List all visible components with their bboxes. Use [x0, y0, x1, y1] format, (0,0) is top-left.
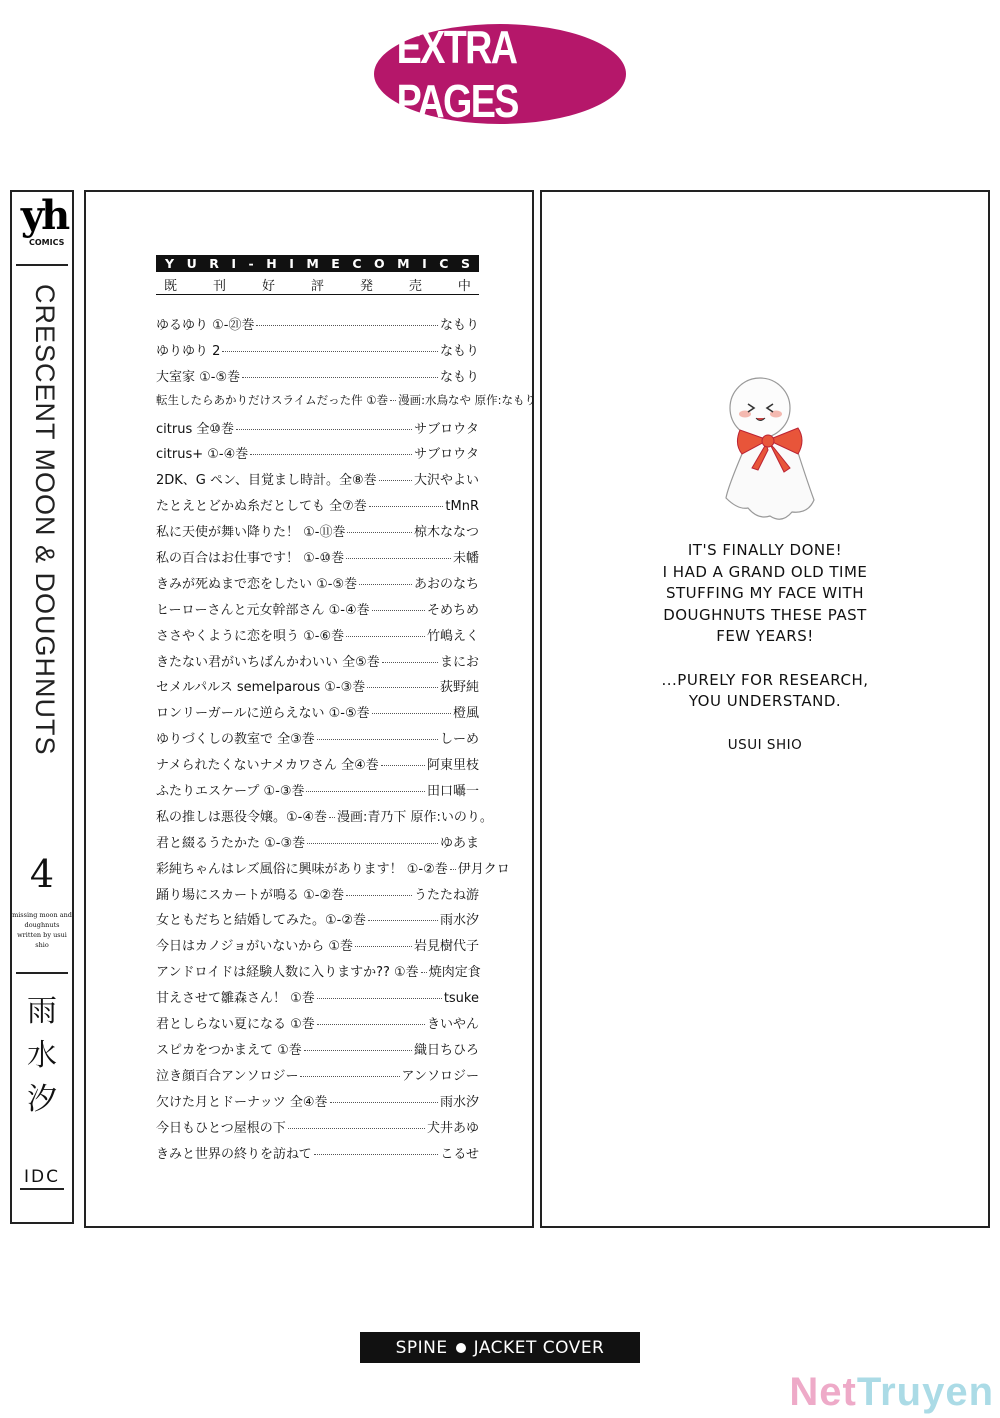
- book-list-item: [156, 547, 479, 573]
- book-list-item: [156, 469, 479, 495]
- yuri-hime-comics-header: [156, 255, 479, 272]
- spine-author-char: 汐: [27, 1082, 57, 1117]
- header-letter: C: [352, 256, 362, 271]
- book-title: 女ともだちと結婚してみた。①-②巻: [156, 913, 366, 929]
- book-author: 田口囁一: [426, 784, 479, 800]
- book-title: スピカをつかまえて ①巻: [156, 1042, 302, 1058]
- header-letter: -: [248, 256, 254, 271]
- header-letter: S: [460, 256, 470, 271]
- dot-leader: [250, 454, 412, 455]
- spine-author-char: 雨: [27, 994, 57, 1029]
- book-list-item: [156, 935, 479, 961]
- book-spine: [10, 190, 74, 1224]
- book-author: 伊月クロ: [457, 861, 510, 877]
- book-author: 荻野純: [439, 680, 479, 696]
- book-title: ゆるゆり ①-㉑巻: [156, 318, 255, 333]
- book-list-item: [156, 1117, 479, 1143]
- spine-jacket-cover-label: [360, 1332, 640, 1363]
- dot-leader: [390, 400, 396, 401]
- book-list-item: [156, 599, 479, 625]
- book-title: 2DK、G ペン、目覚まし時計。全⑧巻: [156, 473, 377, 489]
- message-line: FEW YEARS!: [716, 627, 814, 645]
- book-title: ゆりゆり 2: [156, 343, 221, 359]
- book-author: きいやん: [426, 1017, 479, 1033]
- dot-leader: [381, 765, 425, 766]
- book-title: きみが死ぬまで恋をしたい ①-⑤巻: [156, 576, 358, 592]
- dot-leader: [222, 351, 438, 352]
- book-title: 大室家 ①-⑤巻: [156, 369, 241, 385]
- bullet-icon: [456, 1343, 466, 1353]
- dot-leader: [306, 791, 425, 792]
- spine-title: CRESCENT MOON & DOUGHNUTS: [30, 284, 60, 756]
- dot-leader: [450, 869, 456, 870]
- message-paragraph-2: [600, 670, 930, 713]
- book-list-item: [156, 573, 479, 599]
- message-line: STUFFING MY FACE WITH: [666, 584, 864, 602]
- book-list-item: [156, 702, 479, 728]
- book-title: 泣き顔百合アンソロジー: [156, 1068, 299, 1084]
- book-author: 阿東里枝: [426, 758, 479, 774]
- spine-subtitle: [12, 910, 72, 950]
- dot-leader: [242, 377, 438, 378]
- dot-leader: [382, 662, 438, 663]
- book-author: 犬井あゆ: [426, 1120, 479, 1136]
- book-title: 今日はカノジョがいないから ①巻: [156, 939, 354, 955]
- book-author: なもり: [439, 369, 479, 385]
- book-title: ゆりづくしの教室で 全③巻: [156, 732, 315, 748]
- header-letter: H: [266, 256, 277, 271]
- dot-leader: [355, 946, 412, 947]
- spine-divider: [16, 972, 68, 974]
- message-paragraph-1: [600, 540, 930, 648]
- book-author: アンソロジー: [401, 1068, 479, 1084]
- dot-leader: [346, 636, 425, 637]
- book-list-item: [156, 521, 479, 547]
- dot-leader: [329, 817, 335, 818]
- book-list-item: [156, 392, 537, 418]
- book-title: 踊り場にスカートが鳴る ①-②巻: [156, 887, 345, 903]
- message-line: IT'S FINALLY DONE!: [687, 541, 843, 559]
- dot-leader: [372, 610, 425, 611]
- book-author: tsuke: [443, 991, 479, 1007]
- book-title: citrus 全⑩巻: [156, 421, 235, 437]
- book-title: 転生したらあかりだけスライムだった件 ①巻: [156, 392, 389, 407]
- book-author: あおのなち: [413, 576, 479, 592]
- subheader-char: 刊: [212, 279, 226, 294]
- book-list-item: [156, 884, 479, 910]
- spine-volume: 4: [29, 852, 55, 896]
- book-list: [156, 314, 537, 1168]
- watermark-part-1: Net: [789, 1370, 857, 1414]
- book-list-item: [156, 780, 479, 806]
- book-author: なもり: [439, 343, 479, 359]
- book-list-item: [156, 858, 510, 884]
- book-author: 椋木ななつ: [413, 525, 479, 541]
- dot-leader: [256, 325, 438, 326]
- header-letter: E: [331, 256, 340, 271]
- now-on-sale-header: [156, 275, 479, 295]
- watermark-part-2: Truyen: [856, 1370, 994, 1414]
- message-line: DOUGHNUTS THESE PAST: [663, 605, 867, 624]
- footer-label-left: SPINE: [395, 1337, 448, 1358]
- book-title: 私の百合はお仕事です！ ①-⑩巻: [156, 551, 345, 567]
- book-author: 焼肉定食: [428, 965, 481, 981]
- header-letter: Y: [165, 256, 175, 271]
- header-letter: I: [289, 256, 294, 271]
- dot-leader: [367, 687, 438, 688]
- dot-leader: [359, 584, 412, 585]
- book-title: 私の推しは悪役令嬢。①-④巻: [156, 809, 327, 825]
- dot-leader: [307, 843, 438, 844]
- logo-sub: COMICS: [29, 238, 65, 247]
- book-list-item: [156, 728, 479, 754]
- dot-leader: [372, 713, 451, 714]
- book-title: 君としらない夏になる ①巻: [156, 1017, 315, 1033]
- dot-leader: [421, 972, 427, 973]
- book-author: そめちめ: [426, 602, 479, 618]
- extra-pages-badge: [374, 21, 626, 127]
- subheader-char: 好: [261, 279, 275, 294]
- book-title: 彩純ちゃんはレズ風俗に興味があります！ ①-②巻: [156, 861, 448, 877]
- dot-leader: [317, 739, 438, 740]
- author-message: [600, 540, 930, 756]
- header-letter: R: [209, 256, 219, 271]
- dot-leader: [288, 1128, 425, 1129]
- book-author: なもり: [439, 318, 479, 333]
- book-title: たとえとどかぬ糸だとしても 全⑦巻: [156, 499, 367, 515]
- book-title: アンドロイドは経験人数に入りますか?? ①巻: [156, 965, 419, 981]
- author-signature: USUI SHIO: [727, 736, 803, 753]
- dot-leader: [300, 1076, 399, 1077]
- message-line: I HAD A GRAND OLD TIME: [662, 562, 868, 581]
- book-title: セメルパルス semelparous ①-③巻: [156, 680, 366, 696]
- book-title: ナメられたくないナメカワさん 全④巻: [156, 758, 379, 774]
- book-list-item: [156, 832, 479, 858]
- book-title: 君と綴るうたかた ①-③巻: [156, 835, 306, 851]
- book-author: こるせ: [440, 1146, 479, 1162]
- book-list-item: [156, 1013, 479, 1039]
- logo-text: yh: [20, 192, 68, 239]
- book-list-item: [156, 418, 479, 444]
- header-letter: C: [439, 256, 449, 271]
- header-letter: I: [422, 256, 427, 271]
- book-list-item: [156, 366, 479, 392]
- dot-leader: [236, 429, 412, 430]
- book-author: 竹嶋えく: [426, 628, 479, 644]
- yh-comics-logo: [15, 192, 73, 262]
- book-author: まにお: [439, 654, 479, 670]
- book-author: 岩見樹代子: [413, 939, 479, 955]
- dot-leader: [368, 920, 438, 921]
- book-author: 未幡: [452, 551, 479, 567]
- book-author: tMnR: [445, 499, 479, 515]
- spine-subtitle-line: missing moon and: [12, 911, 72, 919]
- book-list-item: [156, 1065, 479, 1091]
- book-author: サブロウタ: [414, 421, 479, 437]
- book-author: 雨水汐: [439, 1094, 479, 1110]
- book-title: citrus+ ①-④巻: [156, 447, 249, 463]
- book-list-item: [156, 1039, 479, 1065]
- spine-author: [12, 990, 72, 1122]
- spine-subtitle-line: doughnuts: [24, 921, 60, 929]
- book-title: ロンリーガールに逆らえない ①-⑤巻: [156, 706, 370, 722]
- book-list-item: [156, 495, 479, 521]
- book-list-item: [156, 676, 479, 702]
- book-list-item: [156, 909, 479, 935]
- subheader-char: 評: [310, 279, 324, 294]
- book-list-item: [156, 340, 479, 366]
- header-letter: O: [374, 256, 385, 271]
- book-list-item: [156, 314, 479, 340]
- dot-leader: [379, 480, 412, 481]
- spine-subtitle-line: written by usui shio: [17, 931, 67, 949]
- message-line: YOU UNDERSTAND.: [688, 692, 842, 710]
- subheader-char: 中: [457, 279, 471, 294]
- book-title: ささやくように恋を唄う ①-⑥巻: [156, 628, 345, 644]
- dot-leader: [314, 1154, 439, 1155]
- dot-leader: [346, 895, 412, 896]
- book-author: ゆあま: [439, 835, 479, 851]
- book-author: 漫画:水鳥なや 原作:なもり: [398, 392, 537, 407]
- book-list-item: [156, 987, 479, 1013]
- dot-leader: [347, 532, 412, 533]
- book-author: 雨水汐: [439, 913, 479, 929]
- subheader-char: 売: [408, 279, 422, 294]
- book-list-item: [156, 625, 479, 651]
- book-list-item: [156, 754, 479, 780]
- book-title: きたない君がいちばんかわいい 全⑤巻: [156, 654, 380, 670]
- book-list-item: [156, 1143, 479, 1169]
- dot-leader: [304, 1050, 412, 1051]
- book-list-item: [156, 651, 479, 677]
- dot-leader: [330, 1102, 438, 1103]
- book-list-item: [156, 961, 479, 987]
- book-title: 私に天使が舞い降りた！ ①-⑪巻: [156, 525, 346, 541]
- footer-label-right: JACKET COVER: [473, 1337, 605, 1358]
- spine-author-char: 水: [27, 1038, 57, 1073]
- book-list-item: [156, 806, 493, 832]
- message-line: ...PURELY FOR RESEARCH,: [661, 670, 869, 689]
- teru-teru-bozu-illustration: [718, 368, 822, 526]
- book-title: ふたりエスケープ ①-③巻: [156, 784, 305, 800]
- spine-divider: [16, 264, 68, 266]
- book-title: きみと世界の終りを訪ねて: [156, 1146, 312, 1162]
- book-author: サブロウタ: [414, 447, 479, 463]
- subheader-char: 既: [164, 279, 178, 294]
- book-author: 漫画:青乃下 原作:いのり。: [337, 809, 493, 825]
- dot-leader: [317, 998, 442, 999]
- book-author: しーめ: [439, 732, 479, 748]
- dot-leader: [317, 1024, 425, 1025]
- dot-leader: [346, 558, 451, 559]
- subheader-char: 発: [359, 279, 373, 294]
- header-letter: M: [306, 256, 319, 271]
- book-title: 甘えさせて雛森さん！ ①巻: [156, 991, 315, 1007]
- book-author: 橙風: [452, 706, 479, 722]
- book-title: 欠けた月とドーナッツ 全④巻: [156, 1094, 328, 1110]
- book-title: ヒーローさんと元女幹部さん ①-④巻: [156, 602, 370, 618]
- header-letter: M: [397, 256, 410, 271]
- spine-publisher: IDC: [20, 1166, 64, 1190]
- book-title: 今日もひとつ屋根の下: [156, 1120, 286, 1136]
- book-list-item: [156, 1091, 479, 1117]
- header-letter: U: [186, 256, 197, 271]
- book-author: 大沢やよい: [413, 473, 479, 489]
- book-author: 織日ちひろ: [413, 1042, 479, 1058]
- dot-leader: [369, 506, 444, 507]
- nettruyen-watermark: [789, 1370, 994, 1415]
- book-list-item: [156, 443, 479, 469]
- badge-label: EXTRA PAGES: [396, 21, 518, 127]
- header-letter: I: [231, 256, 237, 271]
- book-author: うたたね游: [413, 887, 479, 903]
